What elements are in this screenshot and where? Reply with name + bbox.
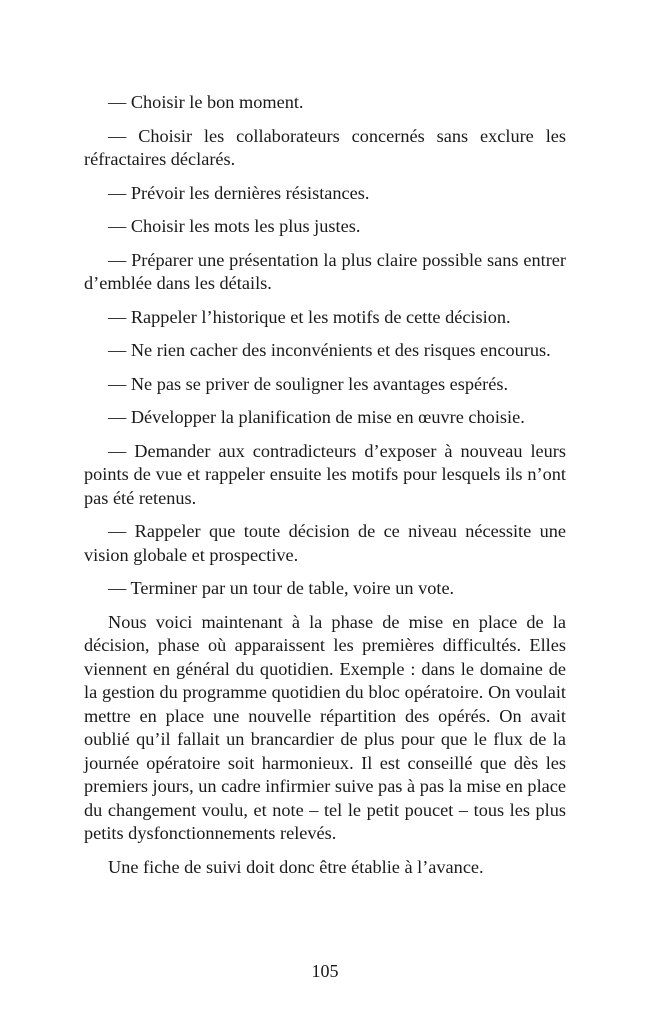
list-item-global-vision: — Rappeler que toute décision de ce niveau nécessite une vision globale et prospective.	[84, 521, 566, 565]
list-item-develop-planning: — Développer la planification de mise en œuvre choisie.	[108, 407, 525, 427]
list-item-ask-contradictors: — Demander aux contradicteurs d’exposer à nouveau leurs points de vue et rappeler ensuite les motifs pour lesquels ils n’ont pas été retenus.	[84, 440, 566, 508]
list-item-round-table: — Terminer par un tour de table, voire un vote.	[108, 578, 455, 598]
list-item-prepare-presentation: — Préparer une présentation la plus claire possible sans entrer d’emblée dans les détails.	[84, 249, 566, 293]
body-paragraph-follow-up-sheet: Une fiche de suivi doit donc être établie à l’avance.	[108, 856, 484, 877]
list-item-hide-nothing: — Ne rien cacher des inconvénients et des risques encourus.	[108, 340, 551, 360]
list-item-recall-history: — Rappeler l’historique et les motifs de cette décision.	[108, 306, 511, 327]
body-paragraph-implementation: Nous voici maintenant à la phase de mise en place de la décision, phase où apparaissent les premières difficultés. Elles viennent en général du quotidien. Exemple : dans le domaine de la gestion du programme quotidien du bloc opératoire. On voulait mettre en place une nouvelle répartition des opérés. On avait oublié qu’il fallait un brancardier de plus pour que le flux de la journée opératoire soit harmonieux. Il est conseillé que dès les premiers jours, un cadre infirmier suive pas à pas la mise en place du changement voulu, et note – tel le petit poucet – tous les plus petits dysfonctionnements relevés.	[84, 611, 566, 843]
page-number: 105	[311, 961, 339, 981]
list-item-choose-moment: — Choisir le bon moment.	[108, 92, 304, 112]
page-body	[84, 91, 566, 889]
list-item-choose-words: — Choisir les mots les plus justes.	[108, 216, 361, 236]
list-item-highlight-advantages: — Ne pas se priver de souligner les avantages espérés.	[108, 373, 509, 394]
list-item-anticipate-resistance: — Prévoir les dernières résistances.	[108, 182, 370, 203]
list-item-choose-collaborators: — Choisir les collaborateurs concernés sans exclure les réfractaires déclarés.	[84, 125, 566, 169]
